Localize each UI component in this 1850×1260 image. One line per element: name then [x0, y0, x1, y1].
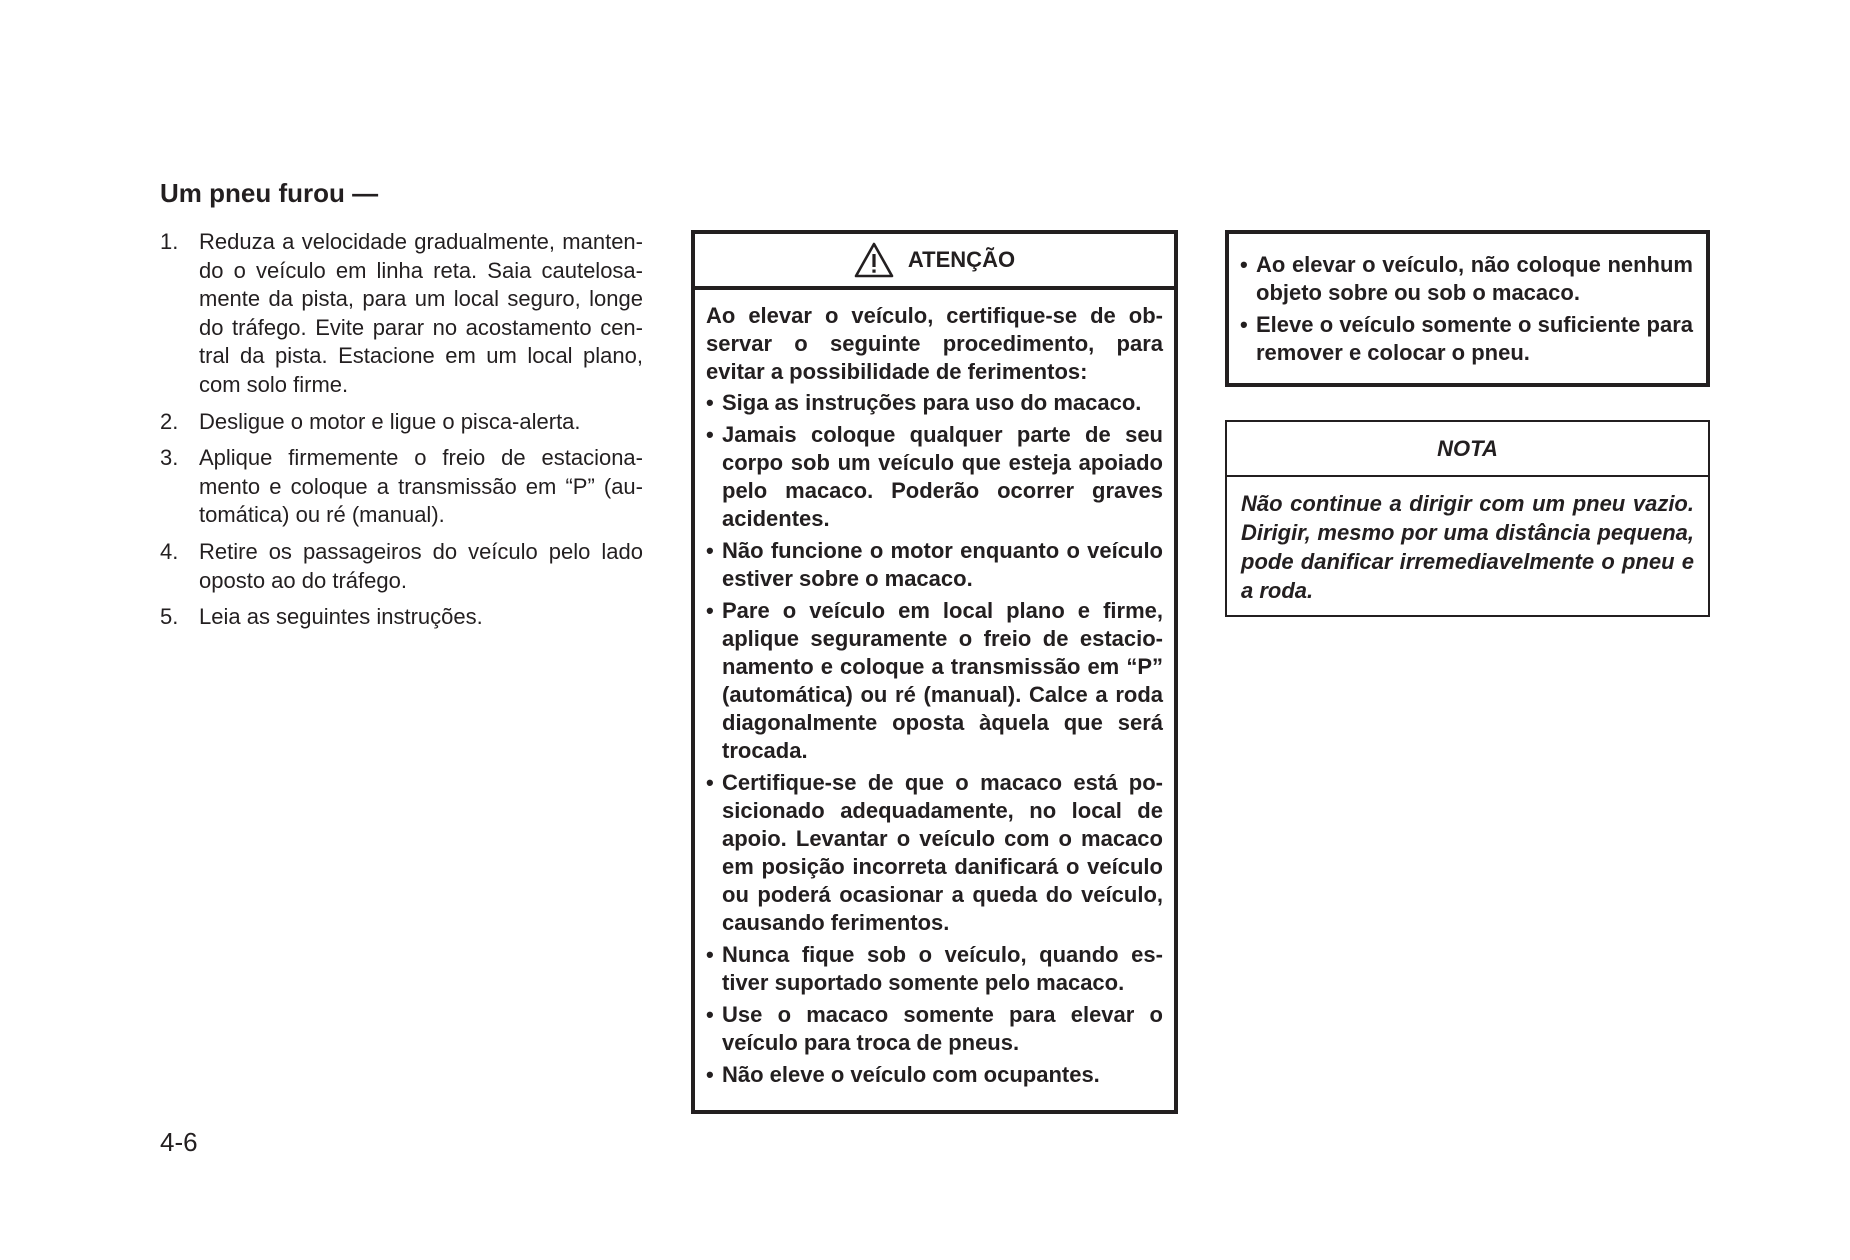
warning-item [706, 941, 1163, 997]
bullet-marker: • [706, 770, 714, 795]
warning-triangle-icon [854, 242, 894, 278]
warning-item-text: Não funcione o motor enquanto o veículo estiver sobre o macaco. [722, 538, 1163, 591]
step-number: 4. [160, 538, 179, 564]
warning-continued-box [1225, 230, 1710, 387]
warning-item [706, 1001, 1163, 1057]
warning-item [706, 389, 1163, 417]
step-number: 1. [160, 229, 179, 254]
step-number: 3. [160, 445, 179, 471]
warning-item-text: Siga as instruções para uso do macaco. [722, 390, 1142, 415]
warning-item-text: Pare o veículo em local plano e firme, aplique seguramente o freio de estacionamento e coloque a transmissão em “P” (automática) ou ré (manual). Calce a roda diagonalmente oposta àquela que será trocada. [722, 598, 1163, 763]
warning-intro: Ao elevar o veículo, certifique-se de observar o seguinte procedimento, para evitar a possibilidade de ferimentos: [706, 303, 1163, 384]
warning-list [706, 389, 1163, 1089]
procedure-steps [160, 228, 643, 640]
warning-item-text: Ao elevar o veículo, não coloque nenhum objeto sobre ou sob o macaco. [1256, 252, 1693, 305]
warning-item [1240, 251, 1693, 307]
note-text: Não continue a dirigir com um pneu vazio. Dirigir, mesmo por uma distância pequena, pode danificar irremediavelmente o pneu e a roda. [1241, 491, 1694, 603]
warning-item [706, 597, 1163, 765]
warning-item [706, 421, 1163, 533]
step-text: Reduza a velocidade gradualmente, mantendo o veículo em linha reta. Saia cautelosamente da pista, para um local seguro, longe do tráfego. Evite parar no acostamento central da pista. Estacione em um local plano, com solo firme. [199, 229, 643, 397]
warning-item-text: Nunca fique sob o veículo, quando estiver suportado somente pelo macaco. [722, 942, 1163, 995]
warning-body [695, 290, 1174, 1089]
note-header: NOTA [1227, 422, 1708, 477]
warning-item [706, 769, 1163, 937]
warning-item-text: Não eleve o veículo com ocupantes. [722, 1062, 1100, 1087]
step-text: Desligue o motor e ligue o pisca-alerta. [199, 408, 581, 434]
warning-box [691, 230, 1178, 1114]
bullet-marker: • [706, 1002, 714, 1027]
note-box [1225, 420, 1710, 617]
step-item [160, 444, 643, 530]
page-number: 4-6 [160, 1127, 198, 1157]
warning-item-text: Certifique-se de que o macaco está posicionado adequadamente, no local de apoio. Levantar o veículo com o macaco em posição incorreta danificará o veículo ou poderá ocasionar a queda do veículo, causando ferimentos. [722, 770, 1163, 935]
warning-item-text: Eleve o veículo somente o suficiente para remover e colocar o pneu. [1256, 312, 1693, 365]
bullet-marker: • [706, 598, 714, 623]
warning-item-text: Jamais coloque qualquer parte de seu corpo sob um veículo que esteja apoiado pelo macaco. Poderão ocorrer graves acidentes. [722, 422, 1163, 531]
bullet-marker: • [1240, 252, 1248, 277]
bullet-marker: • [706, 1062, 714, 1087]
warning-header [695, 234, 1174, 290]
warning-continued-list [1229, 234, 1706, 367]
warning-title: ATENÇÃO [907, 247, 1016, 272]
warning-item [706, 537, 1163, 593]
step-text: Retire os passageiros do veículo pelo lado oposto ao do tráfego. [199, 538, 643, 593]
step-number: 5. [160, 604, 179, 630]
bullet-marker: • [706, 942, 714, 967]
bullet-marker: • [1240, 312, 1248, 337]
step-item [160, 603, 643, 632]
bullet-marker: • [706, 390, 714, 415]
step-item [160, 228, 643, 400]
step-text: Leia as seguintes instruções. [199, 604, 483, 630]
warning-item [1240, 311, 1693, 367]
section-title: Um pneu furou — [160, 178, 379, 208]
warning-item-text: Use o macaco somente para elevar o veículo para troca de pneus. [722, 1002, 1163, 1055]
step-item [160, 408, 643, 437]
step-text: Aplique firmemente o freio de estacionamento e coloque a transmissão em “P” (automática) ou ré (manual). [199, 445, 643, 528]
warning-item [706, 1061, 1163, 1089]
bullet-marker: • [706, 422, 714, 447]
step-number: 2. [160, 408, 179, 434]
step-item [160, 538, 643, 595]
bullet-marker: • [706, 538, 714, 563]
